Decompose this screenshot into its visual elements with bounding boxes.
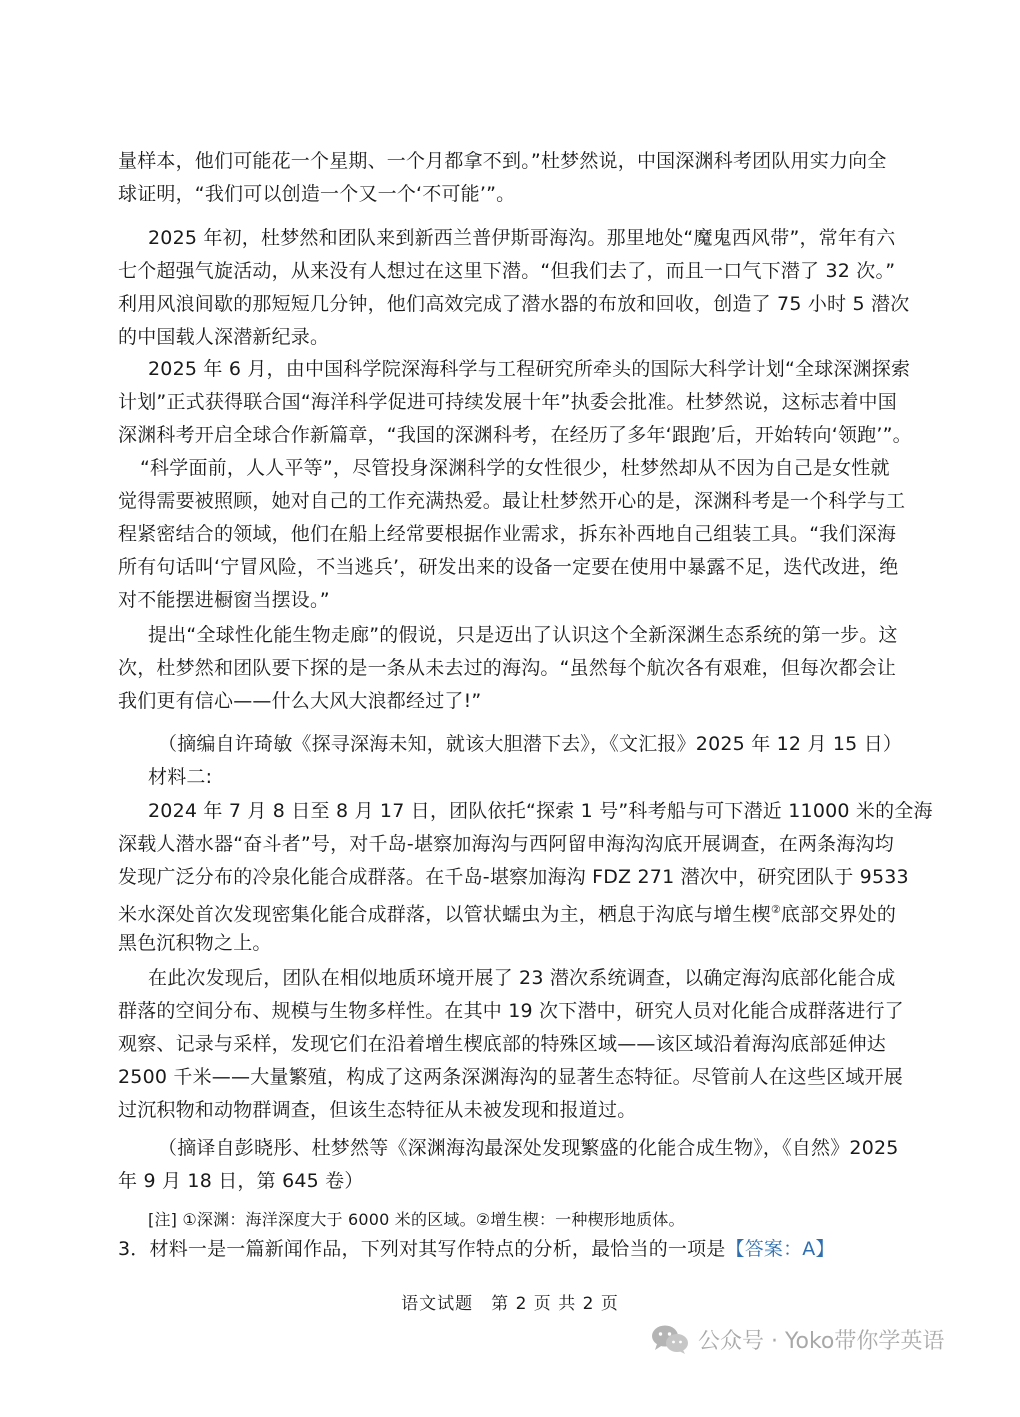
text-line: 观察、记录与采样，发现它们在沿着增生楔底部的特殊区域——该区域沿着海沟底部延伸达 [118,1033,887,1055]
text-segment: 底部交界处的 [780,903,897,926]
watermark [650,1322,944,1356]
source-citation: 年 9 月 18 日，第 645 卷） [118,1170,364,1192]
paragraph-start: 2025 年初，杜梦然和团队来到新西兰普伊斯哥海沟。那里地处“魔鬼西风带”，常年有六 [148,227,896,249]
source-citation: （摘编自许琦敏《探寻深海未知，就该大胆潜下去》，《文汇报》2025 年 12 月 15 日） [158,733,903,755]
text-line: 深渊科考开启全球合作新篇章，“我国的深渊科考，在经历了多年‘跟跑’后，开始转向‘领跑’”。 [118,424,912,446]
text-line: 深载人潜水器“奋斗者”号，对千岛-堪察加海沟与西阿留申海沟沟底开展调查，在两条海沟均 [118,833,894,855]
text-line: 发现广泛分布的冷泉化能合成群落。在千岛-堪察加海沟 FDZ 271 潜次中，研究团队于 9533 [118,866,909,888]
text-line: 程紧密结合的领域，他们在船上经常要根据作业需求，拆东补西地自己组装工具。“我们深海 [118,523,897,545]
paragraph-start: 在此次发现后，团队在相似地质环境开展了 23 潜次系统调查，以确定海沟底部化能合成 [148,967,896,989]
text-line: 量样本，他们可能花一个星期、一个月都拿不到。”杜梦然说，中国深渊科考团队用实力向全 [118,150,887,172]
text-line: 七个超强气旋活动，从来没有人想过在这里下潜。“但我们去了，而且一口气下潜了 32 次。” [118,260,896,282]
text-line: 的中国载人深潜新纪录。 [118,326,330,348]
text-line: 对不能摆进橱窗当摆设。” [118,589,330,611]
paragraph-start: 2025 年 6 月，由中国科学院深海科学与工程研究所牵头的国际大科学计划“全球深渊探索 [148,358,911,380]
source-citation: （摘译自彭晓彤、杜梦然等《深渊海沟最深处发现繁盛的化能合成生物》，《自然》2025 [158,1137,899,1159]
watermark-text: 公众号 · Yoko带你学英语 [698,1328,945,1354]
text-line: 球证明，“我们可以创造一个又一个‘不可能’”。 [118,183,516,205]
text-segment: 米水深处首次发现密集化能合成群落，以管状蠕虫为主，栖息于沟底与增生楔 [118,903,771,926]
text-line: 计划”正式获得联合国“海洋科学促进可持续发展十年”执委会批准。杜梦然说，这标志着中国 [118,391,897,413]
section-heading: 材料二: [148,766,213,788]
text-line [118,899,896,925]
page-footer: 语文试题 第 2 页 共 2 页 [401,1294,619,1314]
text-line: 利用风浪间歇的那短短几分钟，他们高效完成了潜水器的布放和回收，创造了 75 小时 5 潜次 [118,293,910,315]
answer-tag: 【答案：A】 [725,1238,835,1260]
wechat-icon [650,1323,690,1355]
text-line: 过沉积物和动物群调查，但该生态特征从未被发现和报道过。 [118,1099,637,1121]
paragraph-start: 提出“全球性化能生物走廊”的假说，只是迈出了认识这个全新深渊生态系统的第一步。这 [148,624,898,646]
text-line: 次，杜梦然和团队要下探的是一条从未去过的海沟。“虽然每个航次各有艰难，但每次都会让 [118,657,897,679]
text-line: 觉得需要被照顾，她对自己的工作充满热爱。最让杜梦然开心的是，深渊科考是一个科学与工 [118,490,906,512]
footnote-marker: ② [770,903,781,916]
question-3 [118,1238,835,1260]
text-line: 群落的空间分布、规模与生物多样性。在其中 19 次下潜中，研究人员对化能合成群落进行了 [118,1000,904,1022]
question-text: 3．材料一是一篇新闻作品，下列对其写作特点的分析，最恰当的一项是 [118,1238,726,1260]
text-line: 我们更有信心——什么大风大浪都经过了!” [118,690,482,712]
text-line: 所有句话叫‘宁冒风险，不当逃兵’，研发出来的设备一定要在使用中暴露不足，迭代改进，绝 [118,556,899,578]
text-line: 黑色沉积物之上。 [118,932,272,954]
paragraph-start: “科学面前，人人平等”，尽管投身深渊科学的女性很少，杜梦然却从不因为自己是女性就 [140,457,890,479]
footnote: [注] ①深渊：海洋深度大于 6000 米的区域。②增生楔：一种楔形地质体。 [148,1210,685,1229]
paragraph-start: 2024 年 7 月 8 日至 8 月 17 日，团队依托“探索 1 号”科考船与可下潜近 11000 米的全海 [148,800,933,822]
text-line: 2500 千米——大量繁殖，构成了这两条深渊海沟的显著生态特征。尽管前人在这些区域开展 [118,1066,903,1088]
